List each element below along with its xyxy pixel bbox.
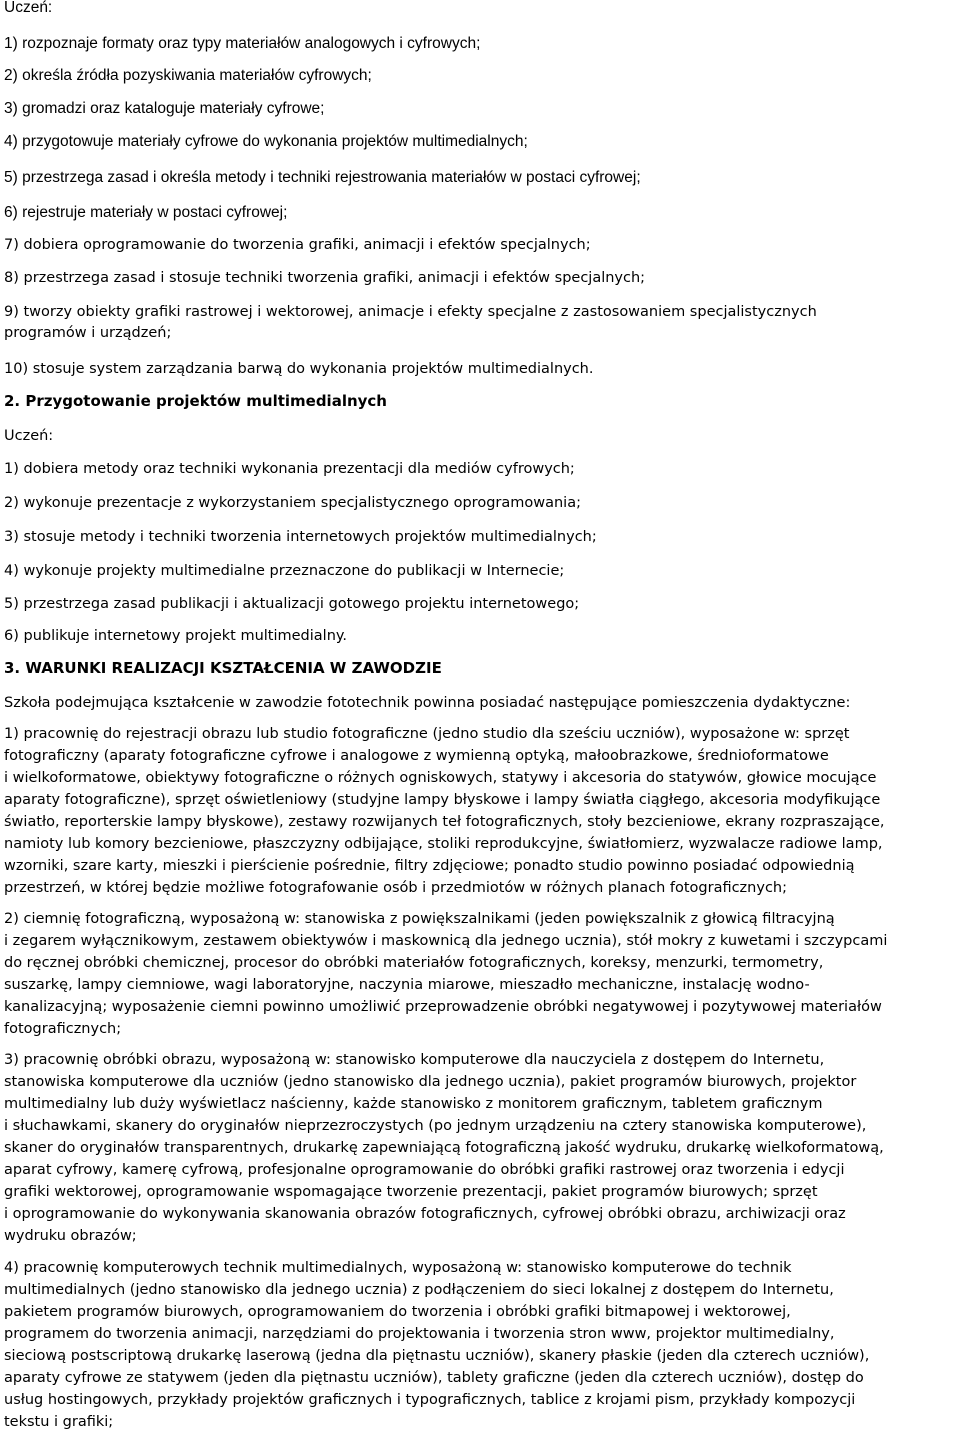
section3-heading: 3. WARUNKI REALIZACJI KSZTAŁCENIA W ZAWODZIE [4,659,442,677]
section2-item-3: 3) stosuje metody i techniki tworzenia internetowych projektów multimedialnych; [4,529,597,545]
paragraph-line: namioty lub komory bezcieniowe, płaszczyzny odbijające, stoliki reprodukcyjne, światłomierz, wyzwalacze radiowe lamp, [4,836,883,852]
section1-item-5: 5) przestrzega zasad i określa metody i techniki rejestrowania materiałów w postaci cyfrowej; [4,169,641,186]
section2-item-1: 1) dobiera metody oraz techniki wykonania prezentacji dla mediów cyfrowych; [4,461,575,477]
paragraph-line: tekstu i grafiki; [4,1414,114,1430]
section1-item-8: 8) przestrzega zasad i stosuje techniki tworzenia grafiki, animacji i efektów specjalnych; [4,270,646,286]
section1-item-3: 3) gromadzi oraz kataloguje materiały cyfrowe; [4,100,325,117]
paragraph-line: 1) pracownię do rejestracji obrazu lub studio fotograficzne (jedno studio dla sześciu uczniów), wyposażone w: sprzęt [4,726,850,742]
paragraph-line: i słuchawkami, skanery do oryginałów nieprzezroczystych (po jednym urządzeniu na cztery stanowiska komputerowe), [4,1118,867,1134]
section3-paragraph-1 [4,723,885,899]
section2-item-4: 4) wykonuje projekty multimedialne przeznaczone do publikacji w Internecie; [4,563,565,579]
paragraph-line: do ręcznej obróbki chemicznej, procesor do obróbki materiałów fotograficznych, koreksy, menzurki, termometry, [4,955,824,971]
paragraph-line: multimedialny lub duży wyświetlacz naścienny, każde stanowisko z monitorem graficznym, tabletem graficznym [4,1096,823,1112]
paragraph-line: wydruku obrazów; [4,1228,137,1244]
paragraph-line: kanalizacyjną; wyposażenie ciemni powinno umożliwić przeprowadzenie obróbki negatywowej i pozytywowej materiałów [4,999,882,1015]
paragraph-line: przestrzeń, w której będzie możliwe fotografowanie osób i przedmiotów w różnych planach fotograficznych; [4,880,787,896]
section1-item-7: 7) dobiera oprogramowanie do tworzenia grafiki, animacji i efektów specjalnych; [4,237,591,253]
paragraph-line: suszarkę, lampy ciemniowe, wagi laboratoryjne, naczynia miarowe, mieszadło mechaniczne, instalację wodno- [4,977,810,993]
section3-intro: Szkoła podejmująca kształcenie w zawodzie fototechnik powinna posiadać następujące pomieszczenia dydaktyczne: [4,695,851,711]
section3-paragraph-4 [4,1257,869,1433]
paragraph-line: grafiki wektorowej, oprogramowanie wspomagające tworzenie prezentacji, pakiet programów biurowych; sprzęt [4,1184,818,1200]
section1-item-1: 1) rozpoznaje formaty oraz typy materiałów analogowych i cyfrowych; [4,35,481,52]
paragraph-line: usług hostingowych, przykłady projektów graficznych i typograficznych, tablice z krojami pism, przykłady kompozycji [4,1392,856,1408]
paragraph-line: aparaty fotograficzne), sprzęt oświetleniowy (studyjne lampy błyskowe i lampy światła ciągłego, akcesoria modyfikujące [4,792,881,808]
paragraph-line: fotograficzny (aparaty fotograficzne cyfrowe i analogowe z wymienną optyką, małoobrazkowe, średnioformatowe [4,748,829,764]
section1-item-2: 2) określa źródła pozyskiwania materiałów cyfrowych; [4,67,372,84]
paragraph-line: sieciową postscriptową drukarkę laserową (jedna dla piętnastu uczniów), skanery płaskie (jeden dla czterech uczniów), [4,1348,870,1364]
paragraph-line: światło, reporterskie lampy błyskowe), zestawy rozwijanych teł fotograficznych, stoły bezcieniowe, ekrany rozpraszające, [4,814,885,830]
section3-paragraph-3 [4,1049,884,1247]
paragraph-line: i oprogramowanie do wykonywania skanowania obrazów fotograficznych, cyfrowej obróbki obrazu, archiwizacji oraz [4,1206,846,1222]
section2-item-5: 5) przestrzega zasad publikacji i aktualizacji gotowego projektu internetowego; [4,596,580,612]
section2-item-2: 2) wykonuje prezentacje z wykorzystaniem specjalistycznego oprogramowania; [4,495,581,511]
paragraph-line: aparat cyfrowy, kamerę cyfrową, profesjonalne oprogramowanie do obróbki grafiki rastrowej oraz tworzenia i edycji [4,1162,845,1178]
paragraph-line: stanowiska komputerowe dla uczniów (jedno stanowisko dla jednego ucznia), pakiet programów biurowych, projektor [4,1074,857,1090]
paragraph-line: i zegarem wyłącznikowym, zestawem obiektywów i maskownicą dla jednego ucznia), stół mokry z kuwetami i szczypcami [4,933,888,949]
paragraph-line: 2) ciemnię fotograficzną, wyposażoną w: stanowiska z powiększalnikami (jeden powiększalnik z głowicą filtracyjną [4,911,835,927]
section1-item-6: 6) rejestruje materiały w postaci cyfrowej; [4,204,288,221]
paragraph-line: 3) pracownię obróbki obrazu, wyposażoną w: stanowisko komputerowe dla nauczyciela z dostępem do Internetu, [4,1052,825,1068]
section1-item-9-line1: 9) tworzy obiekty grafiki rastrowej i wektorowej, animacje i efekty specjalne z zastosowaniem specjalistycznych [4,304,817,320]
section2-intro: Uczeń: [4,428,54,444]
section1-intro: Uczeń: [4,0,53,16]
paragraph-line: fotograficznych; [4,1021,122,1037]
paragraph-line: i wielkoformatowe, obiektywy fotograficzne o różnych ogniskowych, statywy i akcesoria do statywów, głowice mocujące [4,770,877,786]
paragraph-line: skaner do oryginałów transparentnych, drukarkę zapewniającą fotograficzną jakość wydruku, drukarkę wielkoformatową, [4,1140,884,1156]
paragraph-line: aparaty cyfrowe ze statywem (jeden dla piętnastu uczniów), tablety graficzne (jeden dla czterech uczniów), dostęp do [4,1370,864,1386]
paragraph-line: multimedialnych (jedno stanowisko dla jednego ucznia) z podłączeniem do sieci lokalnej z dostępem do Internetu, [4,1282,834,1298]
section2-item-6: 6) publikuje internetowy projekt multimedialny. [4,628,348,644]
paragraph-line: pakietem programów biurowych, oprogramowaniem do tworzenia i obróbki grafiki bitmapowej i wektorowej, [4,1304,791,1320]
section2-heading: 2. Przygotowanie projektów multimedialnych [4,392,387,410]
paragraph-line: wzorniki, szare karty, mieszki i pierścienie pośrednie, filtry zdjęciowe; ponadto studio powinno posiadać odpowiednią [4,858,855,874]
section3-paragraph-2 [4,908,887,1040]
section1-item-9-line2: programów i urządzeń; [4,325,172,341]
paragraph-line: programem do tworzenia animacji, narzędziami do projektowania i tworzenia stron www, projektor multimedialny, [4,1326,835,1342]
section1-item-10: 10) stosuje system zarządzania barwą do wykonania projektów multimedialnych. [4,361,594,377]
section1-item-4: 4) przygotowuje materiały cyfrowe do wykonania projektów multimedialnych; [4,133,528,150]
paragraph-line: 4) pracownię komputerowych technik multimedialnych, wyposażoną w: stanowisko komputerowe do technik [4,1260,792,1276]
